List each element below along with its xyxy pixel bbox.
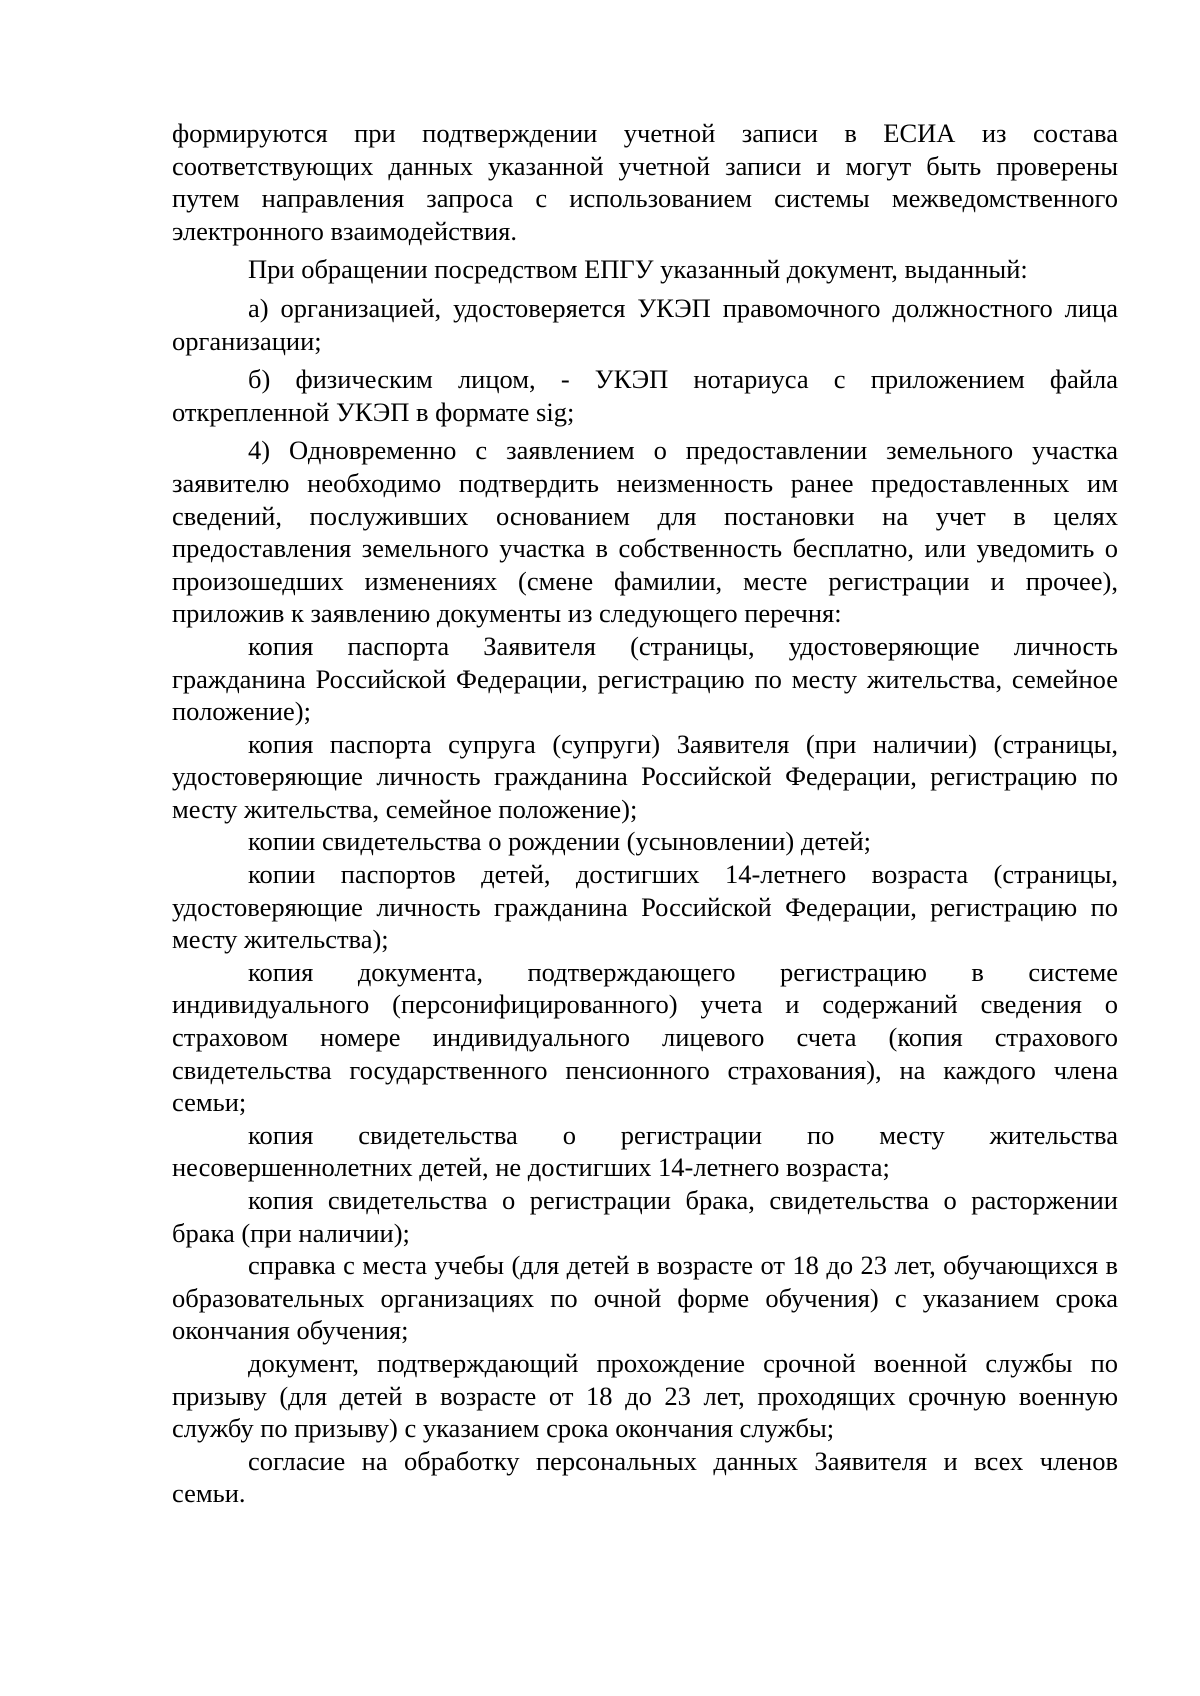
list-item-marriage-certificate: копия свидетельства о регистрации брака, свидетельства о расторжении брака (при наличии); (172, 1185, 1118, 1248)
list-item-personal-data-consent: согласие на обработку персональных данных Заявителя и всех членов семьи. (172, 1445, 1118, 1509)
list-item-a-organization: а) организацией, удостоверяется УКЭП правомочного должностного лица организации; (172, 292, 1118, 356)
list-item-birth-certificates: копии свидетельства о рождении (усыновлении) детей; (248, 826, 871, 857)
list-item-study-certificate: справка с места учебы (для детей в возрасте от 18 до 23 лет, обучающихся в образовательных организациях по очной форме обучения) с указанием срока окончания обучения; (172, 1250, 1118, 1346)
paragraph-esia-verification: формируются при подтверждении учетной записи в ЕСИА из состава соответствующих данных указанной учетной записи и могут быть проверены путем направления запроса с использованием системы межведомственного электронного взаимодействия. (172, 118, 1118, 246)
paragraph-item-4: 4) Одновременно с заявлением о предоставлении земельного участка заявителю необходимо подтвердить неизменность ранее предоставленных им сведений, послуживших основанием для постановки на учет в целях предоставления земельного участка в собственность бесплатно, или уведомить о произошедших изменениях (смене фамилии, месте регистрации и прочее), приложив к заявлению документы из следующего перечня: (172, 435, 1118, 629)
list-item-spouse-passport: копия паспорта супруга (супруги) Заявителя (при наличии) (страницы, удостоверяющие личность гражданина Российской Федерации, регистрацию по месту жительства, семейное положение); (172, 728, 1118, 824)
list-item-registration-minors: копия свидетельства о регистрации по месту жительства несовершеннолетних детей, не достигших 14-летнего возраста; (172, 1119, 1118, 1183)
list-item-insurance-number: копия документа, подтверждающего регистрацию в системе индивидуального (персонифицированного) учета и содержаний сведения о страховом номере индивидуального лицевого счета (копия страхового свидетельства государственного пенсионного страхования), на каждого члена семьи; (172, 956, 1118, 1118)
document-body (172, 117, 1118, 1510)
list-item-children-passports: копии паспортов детей, достигших 14-летнего возраста (страницы, удостоверяющие личность гражданина Российской Федерации, регистрацию по месту жительства); (172, 859, 1118, 955)
list-item-b-individual: б) физическим лицом, - УКЭП нотариуса с приложением файла открепленной УКЭП в формате sig; (172, 364, 1118, 427)
list-item-applicant-passport: копия паспорта Заявителя (страницы, удостоверяющие личность гражданина Российской Федерации, регистрацию по месту жительства, семейное положение); (172, 630, 1118, 727)
paragraph-epgu-intro: При обращении посредством ЕПГУ указанный документ, выданный: (248, 254, 1028, 285)
list-item-military-service: документ, подтверждающий прохождение срочной военной службы по призыву (для детей в возрасте от 18 до 23 лет, проходящих срочную военную службу по призыву) с указанием срока окончания службы; (172, 1347, 1118, 1444)
